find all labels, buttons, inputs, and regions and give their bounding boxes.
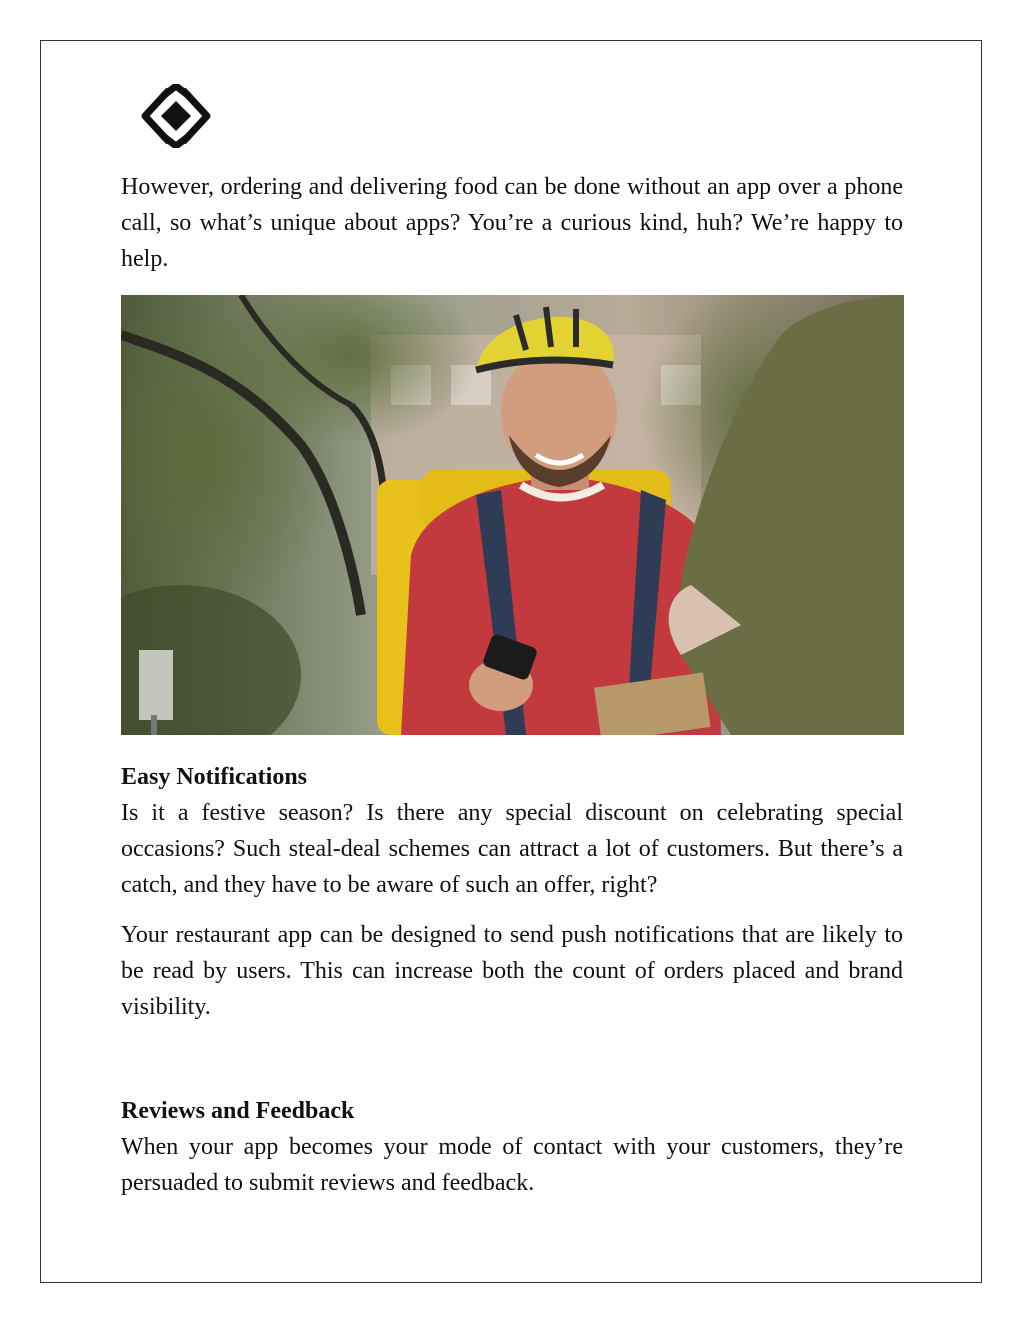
intro-paragraph: However, ordering and delivering food can be done without an app over a phone call, so what’s unique about apps? You’re a curious kind, huh? We’re happy to help.: [121, 174, 903, 272]
section-heading-reviews-feedback: Reviews and Feedback: [121, 1098, 355, 1124]
document-body: [121, 169, 903, 1201]
section-paragraph: When your app becomes your mode of contact with your customers, they’re persuaded to submit reviews and feedback.: [121, 1134, 903, 1196]
delivery-person-photo: [121, 295, 904, 735]
diamond-logo-icon: [139, 84, 213, 148]
section-heading-easy-notifications: Easy Notifications: [121, 764, 307, 790]
section-paragraph: Is it a festive season? Is there any special discount on celebrating special occasions? Such steal-deal schemes can attract a lot of customers. But there’s a catch, and they have to be aware of such an offer, right?: [121, 800, 903, 898]
section-paragraph: Your restaurant app can be designed to send push notifications that are likely to be read by users. This can increase both the count of orders placed and brand visibility.: [121, 922, 903, 1020]
